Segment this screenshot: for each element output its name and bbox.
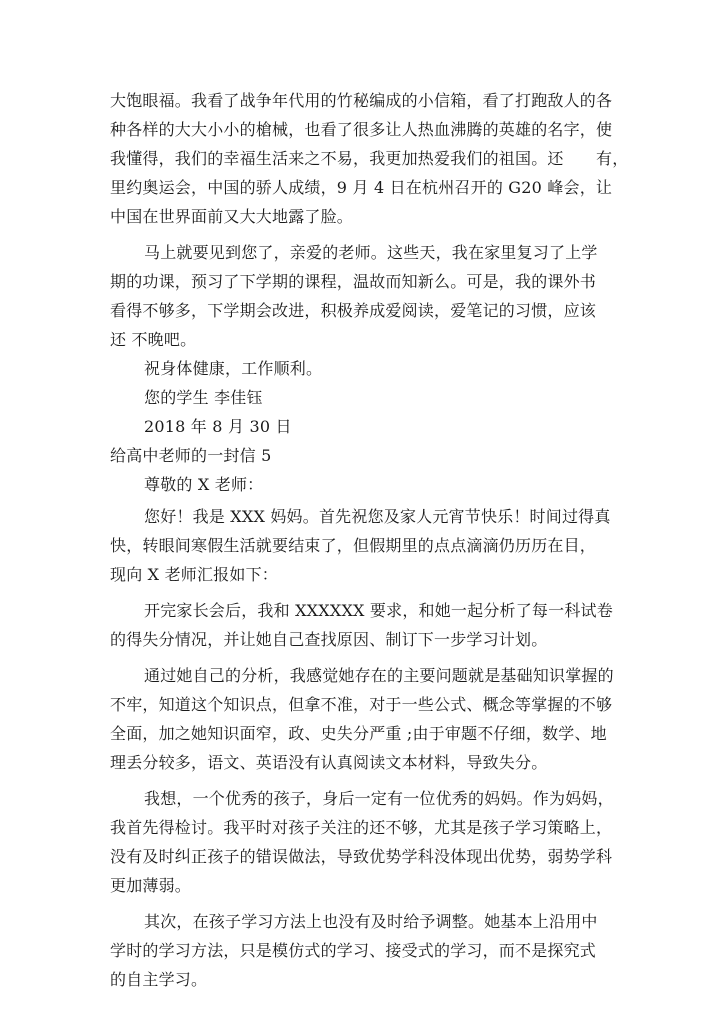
paragraph-meeting [110,596,630,654]
paragraph-analysis [110,661,630,777]
text-line: 看得不够多，下学期会改进，积极养成爱阅读，爱笔记的习惯，应该 [110,301,597,320]
text-line: 中国在世界面前又大大地露了脸。 [110,207,354,226]
text-line: 还 不晚吧。 [110,330,197,349]
text-line: 大饱眼福。我看了战争年代用的竹秘编成的小信箱，看了打跑敌人的各 [110,91,613,110]
text-line: 期的功课，预习了下学期的课程，温故而知新么。可是，我的课外书 [110,272,597,291]
closing-wish: 祝身体健康，工作顺利。 [144,359,323,378]
paragraph-method [110,907,630,994]
signature: 您的学生 李佳钰 [144,388,263,407]
letter-body [110,86,630,994]
text-line: 没有及时纠正孩子的错误做法，导致优势学科没体现出优势，弱势学科 [110,847,613,866]
paragraph-greeting [110,502,630,589]
text-line: 的得失分情况，并让她自己查找原因、制订下一步学习计划。 [110,630,548,649]
paragraph-gap [110,589,630,596]
paragraph-gap [110,654,630,661]
letter-date: 2018 年 8 月 30 日 [144,417,292,436]
paragraph-review [110,238,630,354]
letter-heading: 给高中老师的一封信 5 [110,446,272,465]
text-line: 开完家长会后，我和 XXXXXX 要求，和她一起分析了每一科试卷 [144,601,613,620]
text-line: 里约奥运会，中国的骄人成绩，9 月 4 日在杭州召开的 G20 峰会，让 [110,178,613,197]
paragraph-gap [110,231,630,238]
text-line: 我想，一个优秀的孩子，身后一定有一位优秀的妈妈。作为妈妈， [144,789,614,808]
text-line: 的自主学习。 [110,970,208,989]
text-line: 现向 X 老师汇报如下： [110,565,278,584]
text-line: 马上就要见到您了，亲爱的老师。这些天，我在家里复习了上学 [144,243,598,262]
salutation: 尊敬的 X 老师： [144,475,264,494]
text-line: 您好！我是 XXX 妈妈。首先祝您及家人元宵节快乐！时间过得真 [144,507,611,526]
text-line: 我首先得检讨。我平时对孩子关注的还不够，尤其是孩子学习策略上， [110,818,613,837]
text-line: 通过她自己的分析，我感觉她存在的主要问题就是基础知识掌握的 [144,666,614,685]
text-line: 快，转眼间寒假生活就要结束了，但假期里的点点滴滴仍历历在目， [110,536,597,555]
text-line: 理丢分较多，语文、英语没有认真阅读文本材料，导致失分。 [110,753,548,772]
text-line: 种各样的大大小小的槍械，也看了很多让人热血沸腾的英雄的名字，使 [110,120,613,139]
paragraph-gap [110,777,630,784]
text-line: 其次，在孩子学习方法上也没有及时给予调整。她基本上沿用中 [144,912,598,931]
paragraph-museum [110,86,630,231]
text-line: 学时的学习方法，只是模仿式的学习、接受式的学习，而不是探究式 [110,941,597,960]
text-line: 更加薄弱。 [110,876,192,895]
text-line: 不牢，知道这个知识点，但拿不准，对于一些公式、概念等掌握的不够 [110,695,613,714]
text-line: 全面，加之她知识面窄，政、史失分严重 ;由于审题不仔细，数学、地 [110,724,607,743]
text-line: 我懂得，我们的幸福生活来之不易，我更加热爱我们的祖国。还 有， [110,149,629,168]
paragraph-reflection [110,784,630,900]
paragraph-gap [110,900,630,907]
